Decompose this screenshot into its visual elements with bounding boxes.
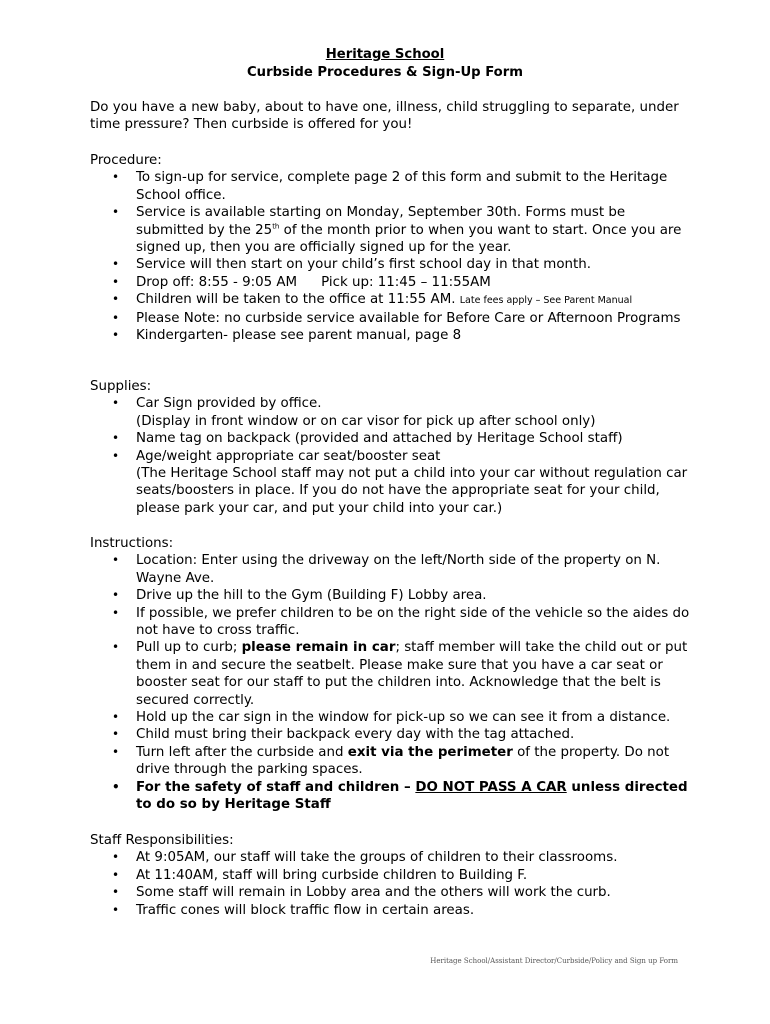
list-item: • Age/weight appropriate car seat/booster seat (The Heritage School staff may not put a child into your car without regulation car seats/boosters in place. If you do not have the appropriate seat for your child, please park your car, and put your child into your car.) (136, 448, 690, 518)
pickup-time: Pick up: 11:45 – 11:55AM (321, 274, 491, 290)
supplies-section (90, 378, 690, 517)
instructions-list (90, 552, 690, 813)
list-item: • Pull up to curb; please remain in car; staff member will take the child out or put them in and secure the seatbelt. Please make sure that you have a car seat or booster seat for our staff to put the children into. Acknowledge that the belt is secured correctly. (136, 639, 690, 709)
procedure-list (90, 169, 690, 344)
list-item: • Please Note: no curbside service available for Before Care or Afternoon Programs (136, 310, 690, 327)
list-item: • Service will then start on your child’s first school day in that month. (136, 256, 690, 273)
late-fee-note: Late fees apply – See Parent Manual (459, 295, 633, 307)
school-title: Heritage School (325, 47, 445, 62)
page-footer: Heritage School/Assistant Director/Curbside/Policy and Sign up Form (430, 957, 678, 965)
list-item: • Kindergarten- please see parent manual, page 8 (136, 327, 690, 344)
intro-paragraph: Do you have a new baby, about to have one, illness, child struggling to separate, under time pressure? Then curbside is offered for you! (90, 100, 679, 133)
supplies-heading: Supplies: (90, 379, 152, 394)
supplies-list (90, 395, 690, 517)
list-item: • Traffic cones will block traffic flow in certain areas. (136, 902, 690, 919)
staff-heading: Staff Responsibilities: (90, 833, 234, 848)
dropoff-time: Drop off: 8:55 - 9:05 AM (136, 274, 298, 290)
procedure-heading: Procedure: (90, 153, 162, 168)
list-item: • Location: Enter using the driveway on the left/North side of the property on N. Wayne Ave. (136, 552, 690, 587)
list-item: • If possible, we prefer children to be on the right side of the vehicle so the aides do not have to cross traffic. (136, 605, 690, 640)
staff-section (90, 832, 690, 919)
list-item: • Car Sign provided by office. (Display in front window or on car visor for pick up after school only) (136, 395, 690, 430)
staff-list (90, 849, 690, 919)
list-item: • To sign-up for service, complete page 2 of this form and submit to the Heritage School office. (136, 169, 690, 204)
list-item: • At 11:40AM, staff will bring curbside children to Building F. (136, 867, 690, 884)
list-item: • Hold up the car sign in the window for pick-up so we can see it from a distance. (136, 709, 690, 726)
list-item: • Name tag on backpack (provided and attached by Heritage School staff) (136, 430, 690, 447)
list-item (136, 274, 690, 291)
list-item: • Children will be taken to the office at 11:55 AM. Late fees apply – See Parent Manual (136, 291, 690, 309)
list-item: • For the safety of staff and children – DO NOT PASS A CAR unless directed to do so by Heritage Staff (136, 779, 690, 814)
form-title: Curbside Procedures & Sign-Up Form (247, 65, 523, 80)
list-item: • Drive up the hill to the Gym (Building F) Lobby area. (136, 587, 690, 604)
instructions-heading: Instructions: (90, 536, 174, 551)
list-item: • Turn left after the curbside and exit via the perimeter of the property. Do not drive through the parking spaces. (136, 744, 690, 779)
list-item: • At 9:05AM, our staff will take the groups of children to their classrooms. (136, 849, 690, 866)
list-item: • Child must bring their backpack every day with the tag attached. (136, 726, 690, 743)
instructions-section (90, 535, 690, 814)
list-item: • Some staff will remain in Lobby area and the others will work the curb. (136, 884, 690, 901)
list-item: • Service is available starting on Monday, September 30th. Forms must be submitted by the 25th of the month prior to when you want to start. Once you are signed up, then you are officially signed up for the year. (136, 204, 690, 256)
procedure-section (90, 152, 690, 344)
